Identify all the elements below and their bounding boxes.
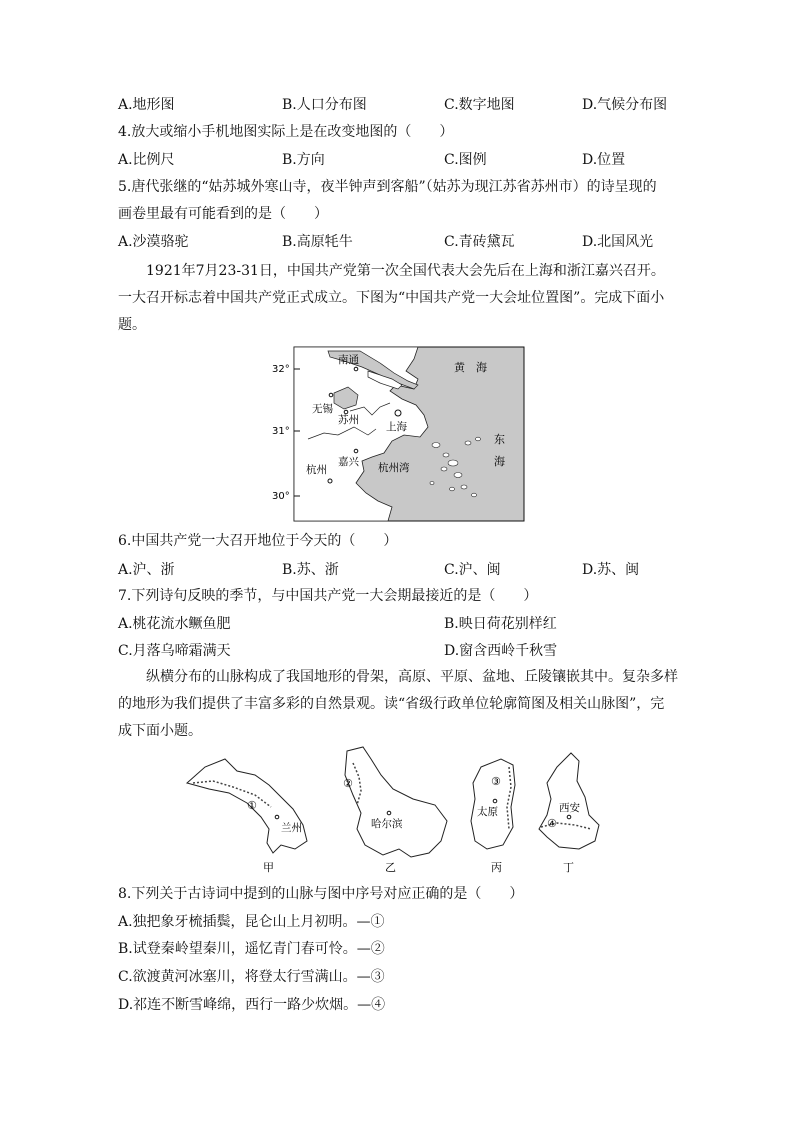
outline-bing xyxy=(471,759,515,849)
label-taiyuan: 太原 xyxy=(477,806,498,818)
q8-option-c: C.欲渡黄河冰塞川，将登太行雪满山。—③ xyxy=(118,969,385,985)
outline-ding xyxy=(539,753,599,849)
q5-option-b: B.高原牦牛 xyxy=(282,234,353,250)
q5-stem-line1: 5.唐代张继的“姑苏城外寒山寺，夜半钟声到客船”（姑苏为现江苏省苏州市）的诗呈现的 xyxy=(118,179,657,195)
label-nantong: 南通 xyxy=(338,354,359,366)
label-ding: 丁 xyxy=(563,861,574,874)
label-hangzhouwan: 杭州湾 xyxy=(378,462,410,474)
label-huanghai: 黄 海 xyxy=(454,361,487,374)
q8-option-a: A.独把象牙梳插鬓，昆仑山上月初明。—① xyxy=(118,914,385,930)
label-donghai-2: 海 xyxy=(494,455,505,468)
label-bing: 丙 xyxy=(491,861,502,874)
label-harbin: 哈尔滨 xyxy=(371,818,403,830)
q8-option-d: D.祁连不断雪峰绵，西行一路少炊烟。—④ xyxy=(118,997,386,1013)
label-xian: 西安 xyxy=(559,802,580,814)
q6-stem: 6.中国共产党一大召开地位于今天的（ ） xyxy=(118,533,398,549)
lat-label-30: 30° xyxy=(272,491,290,502)
map-provinces-mountains xyxy=(185,745,615,877)
q4-option-d: D.位置 xyxy=(582,152,626,168)
province-jia xyxy=(187,759,307,874)
q6-option-b: B.苏、浙 xyxy=(282,562,339,578)
q7-option-c: C.月落乌啼霜满天 xyxy=(118,643,231,659)
label-donghai-1: 东 xyxy=(494,433,505,446)
mark-1: ① xyxy=(247,799,257,812)
q7-option-d: D.窗含西岭千秋雪 xyxy=(444,643,558,659)
label-jiaxing: 嘉兴 xyxy=(338,456,359,468)
label-yi: 乙 xyxy=(385,861,396,874)
q6-option-a: A.沪、浙 xyxy=(118,562,175,578)
q3-option-d: D.气候分布图 xyxy=(582,97,668,113)
q4-option-b: B.方向 xyxy=(282,152,325,168)
province-yi xyxy=(343,747,447,874)
q3-option-a: A.地形图 xyxy=(118,97,175,113)
q5-stem-line2: 画卷里最有可能看到的是（ ） xyxy=(118,206,328,222)
q7-option-b: B.映日荷花别样红 xyxy=(444,616,557,632)
lat-label-32: 32° xyxy=(272,364,290,375)
outline-yi xyxy=(345,747,447,857)
q4-option-c: C.图例 xyxy=(444,152,487,168)
province-bing xyxy=(471,759,515,874)
label-jia: 甲 xyxy=(263,861,274,874)
q6-option-c: C.沪、闽 xyxy=(444,562,501,578)
q5-option-d: D.北国风光 xyxy=(582,234,654,250)
mark-4: ④ xyxy=(547,817,557,830)
q3-option-b: B.人口分布图 xyxy=(282,97,367,113)
label-lanzhou: 兰州 xyxy=(281,822,302,834)
lat-label-31: 31° xyxy=(272,426,290,437)
q5-option-a: A.沙漠骆驼 xyxy=(118,234,189,250)
label-suzhou: 苏州 xyxy=(338,414,359,426)
province-ding xyxy=(539,753,599,874)
q4-option-a: A.比例尺 xyxy=(118,152,175,168)
mark-2: ② xyxy=(343,777,353,790)
label-hangzhou: 杭州 xyxy=(306,464,327,476)
label-wuxi: 无锡 xyxy=(312,403,333,415)
q8-option-b: B.试登秦岭望秦川，遥忆青门春可怜。—② xyxy=(118,941,385,957)
map-cpc-first-congress-location xyxy=(268,345,530,523)
q8-stem: 8.下列关于古诗词中提到的山脉与图中序号对应正确的是（ ） xyxy=(118,886,524,902)
intro-paragraph-2: 纵横分布的山脉构成了我国地形的骨架，高原、平原、盆地、丘陵镶嵌其中。复杂多样的地形为我们提供了丰富多彩的自然景观。读“省级行政单位轮廓简图及相关山脉图”，完成下面小题。 xyxy=(118,669,678,739)
q7-option-a: A.桃花流水鳜鱼肥 xyxy=(118,616,231,632)
q4-stem: 4.放大或缩小手机地图实际上是在改变地图的（ ） xyxy=(118,124,454,140)
intro-paragraph-1: 1921年7月23-31日，中国共产党第一次全国代表大会先后在上海和浙江嘉兴召开。一大召开标志着中国共产党正式成立。下图为“中国共产党一大会址位置图”。完成下面小题。 xyxy=(118,263,665,333)
q6-option-d: D.苏、闽 xyxy=(582,562,640,578)
q3-option-c: C.数字地图 xyxy=(444,97,515,113)
q5-option-c: C.青砖黛瓦 xyxy=(444,234,515,250)
label-shanghai: 上海 xyxy=(386,421,407,433)
mark-3: ③ xyxy=(491,775,501,788)
q7-stem: 7.下列诗句反映的季节，与中国共产党一大会期最接近的是（ ） xyxy=(118,588,538,604)
